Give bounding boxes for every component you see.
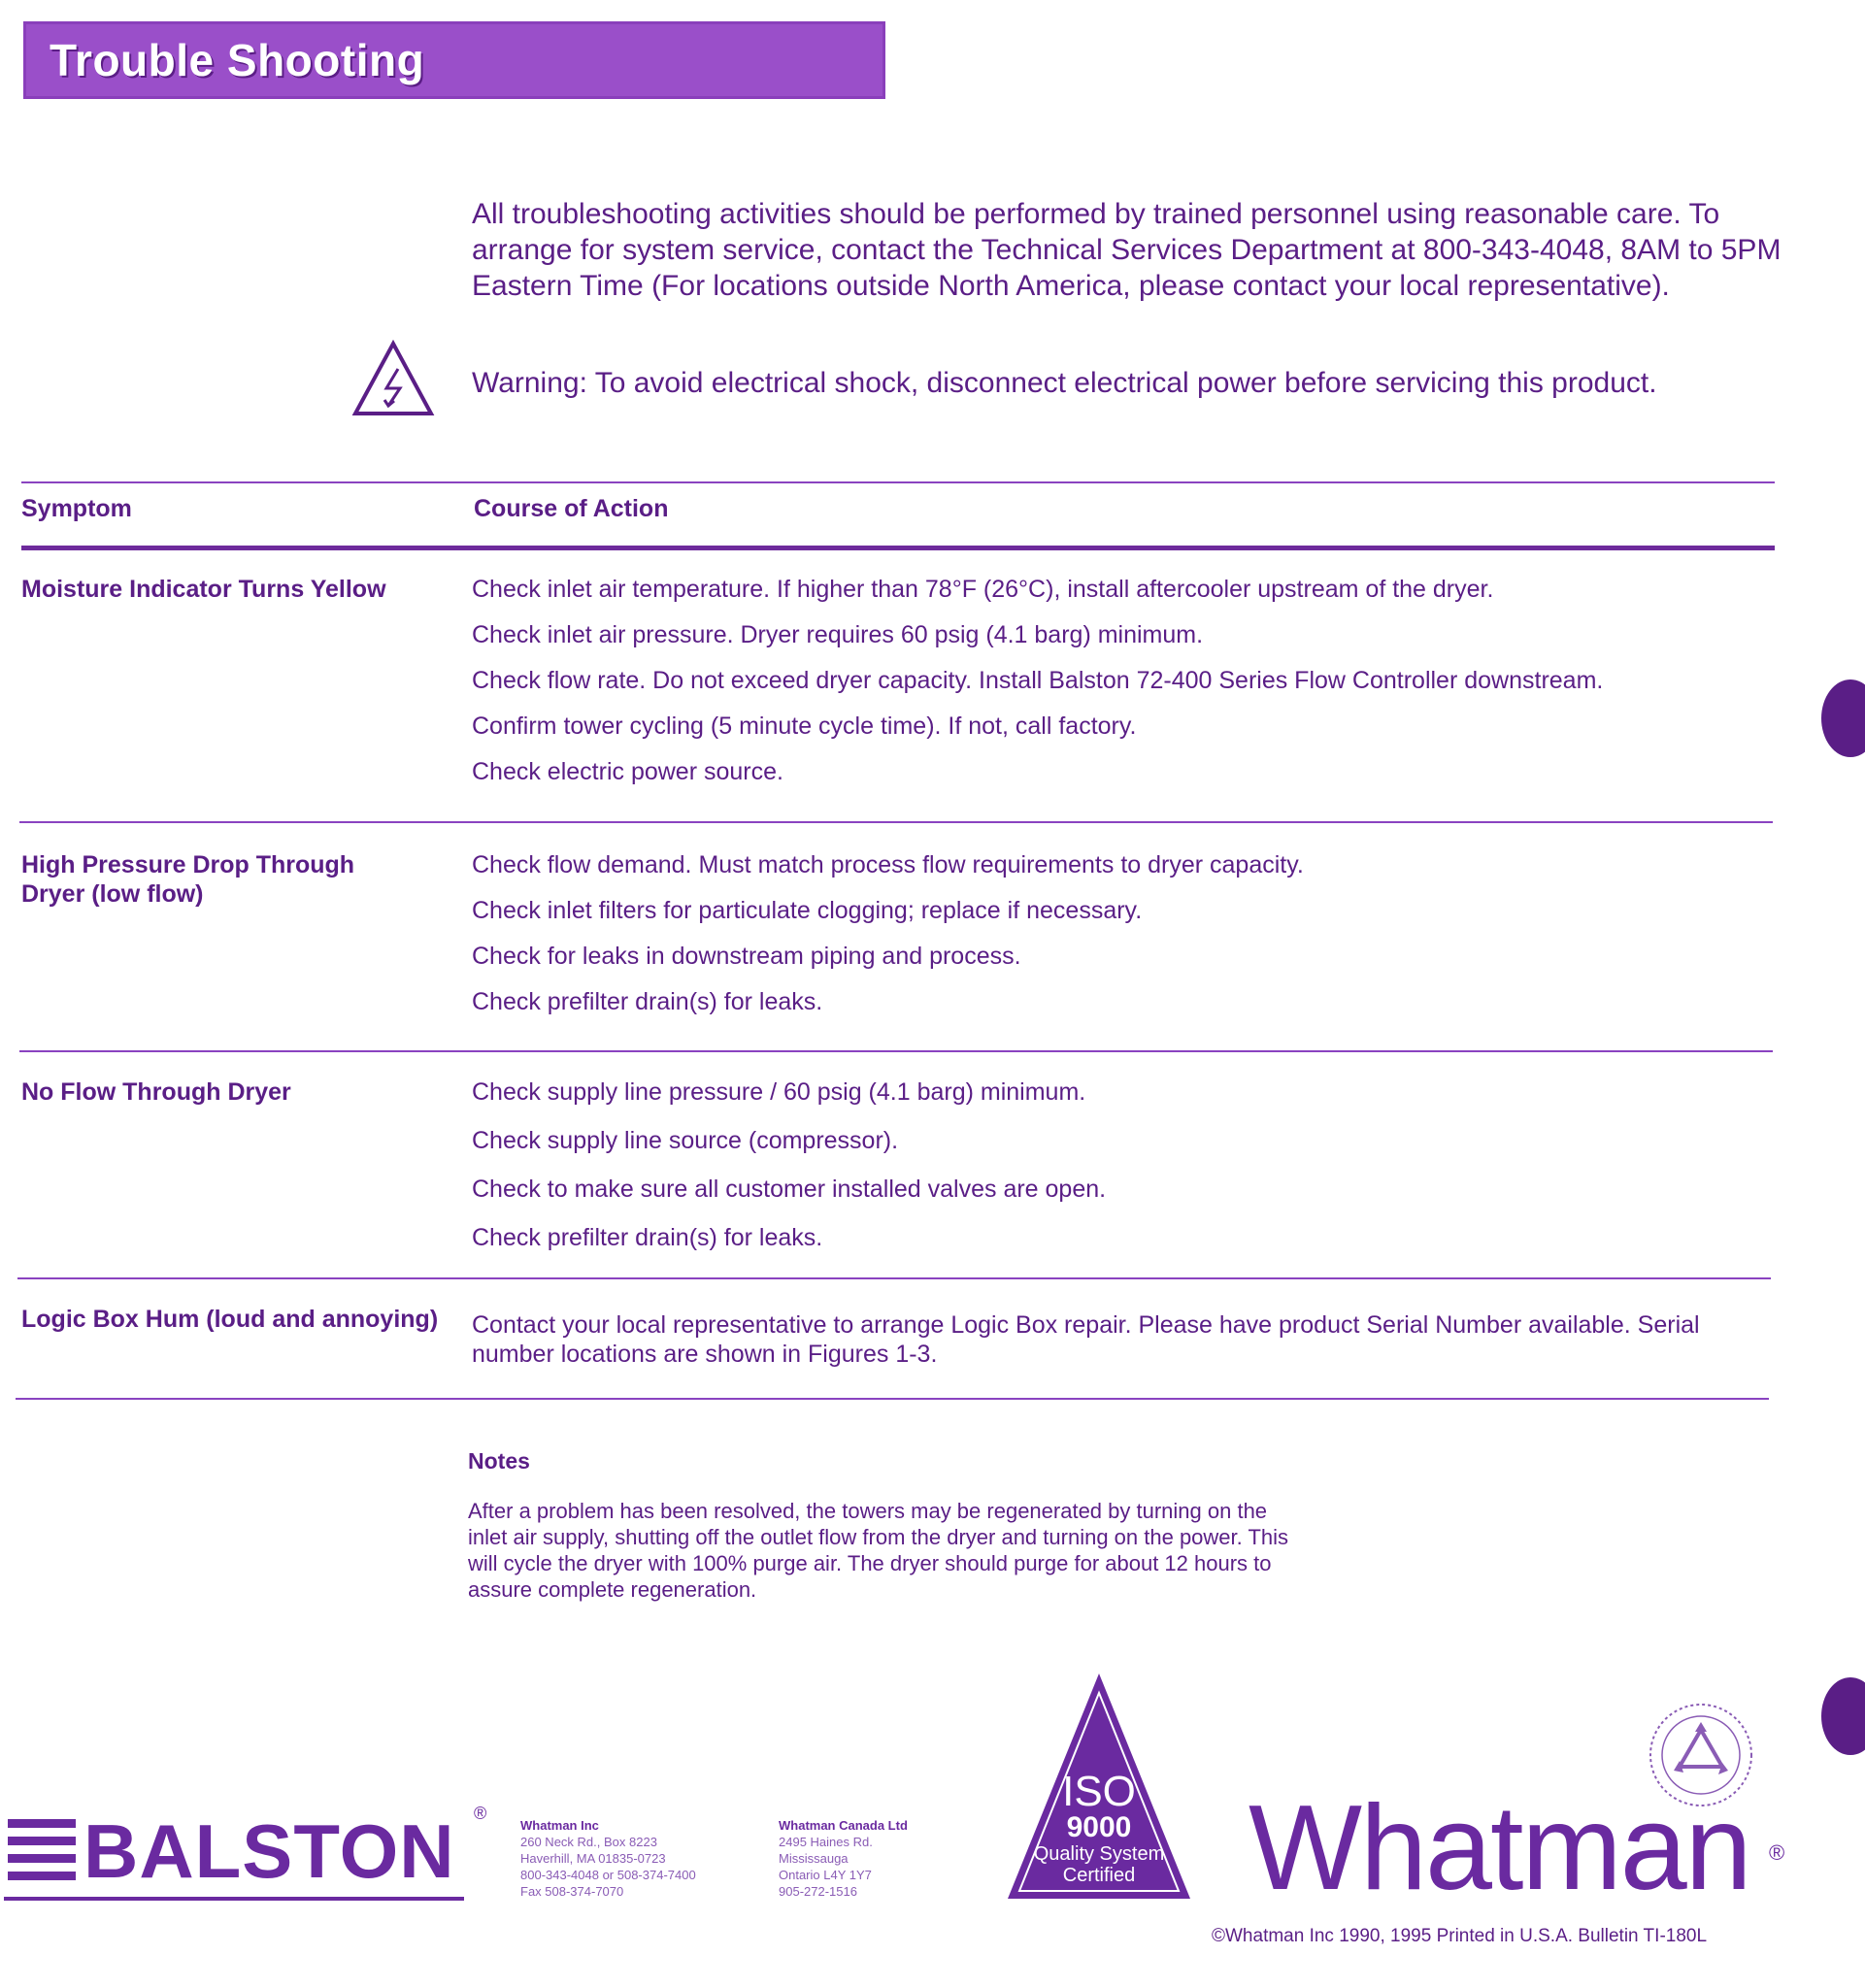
list-item: Check to make sure all customer installed valves are open.	[472, 1176, 1107, 1203]
action-list	[472, 850, 1763, 1033]
list-item: Check supply line source (compressor).	[472, 1127, 899, 1154]
action-list	[472, 575, 1763, 803]
address-line: 905-272-1516	[779, 1884, 857, 1899]
list-item: Check supply line pressure / 60 psig (4.1 barg) minimum.	[472, 1078, 1086, 1106]
row-divider	[19, 1050, 1773, 1052]
address-line: 260 Neck Rd., Box 8223	[520, 1835, 657, 1849]
list-item: Check for leaks in downstream piping and process.	[472, 943, 1021, 970]
symptom-column-header: Symptom	[21, 495, 132, 522]
list-item: Check prefilter drain(s) for leaks.	[472, 1224, 823, 1251]
table-header-rule	[21, 546, 1775, 550]
whatman-logo: Whatman	[1249, 1781, 1750, 1915]
action-column-header: Course of Action	[474, 495, 669, 522]
symptom-label: Moisture Indicator Turns Yellow	[21, 576, 386, 603]
trademark-note	[6, 1932, 9, 1942]
list-item: Contact your local representative to arrange Logic Box repair. Please have product Serial Number available. Serial number locations are shown in Figures 1-3.	[472, 1311, 1700, 1368]
iso-line2: Certified	[1062, 1865, 1136, 1886]
balston-underline	[4, 1897, 464, 1901]
address-us-name: Whatman Inc	[520, 1818, 599, 1833]
binder-hole	[1821, 1677, 1865, 1755]
symptom-label: High Pressure Drop Through Dryer (low flow)	[21, 851, 355, 908]
registered-mark: ®	[1769, 1840, 1785, 1865]
list-item: Check flow demand. Must match process flow requirements to dryer capacity.	[472, 851, 1304, 878]
address-line: Haverhill, MA 01835-0723	[520, 1851, 666, 1866]
iso-top-label: ISO	[1062, 1768, 1136, 1815]
address-line: Ontario L4Y 1Y7	[779, 1868, 872, 1882]
iso-number: 9000	[1066, 1811, 1132, 1843]
address-line: Fax 508-374-7070	[520, 1884, 624, 1899]
copyright-line: ©Whatman Inc 1990, 1995 Printed in U.S.A. Bulletin TI-180L	[1212, 1926, 1708, 1946]
title-banner	[23, 21, 885, 99]
iso-triangle-icon	[1004, 1670, 1194, 1903]
table-top-rule	[21, 481, 1775, 483]
list-item: Check inlet air pressure. Dryer requires 60 psig (4.1 barg) minimum.	[472, 621, 1204, 648]
action-list	[472, 1077, 1763, 1269]
list-item: Check prefilter drain(s) for leaks.	[472, 988, 823, 1015]
electrical-hazard-icon	[351, 340, 435, 417]
address-line: 2495 Haines Rd.	[779, 1835, 873, 1849]
action-list	[472, 1310, 1753, 1385]
list-item: Check inlet air temperature. If higher than 78°F (26°C), install aftercooler upstream of the dryer.	[472, 576, 1494, 603]
address-line: 800-343-4048 or 508-374-7400	[520, 1868, 696, 1882]
row-divider	[17, 1277, 1771, 1279]
symptom-label: No Flow Through Dryer	[21, 1078, 291, 1106]
registered-mark: ®	[474, 1804, 487, 1823]
list-item: Check electric power source.	[472, 758, 783, 785]
address-ca-name: Whatman Canada Ltd	[779, 1818, 908, 1833]
intro-paragraph: All troubleshooting activities should be performed by trained personnel using reasonable care. To arrange for system service, contact the Technical Services Department at 800-343-4048, 8AM to 5PM Eastern Time (For locations outside North America, please contact your local representative).	[472, 198, 1782, 302]
address-canada	[779, 1817, 908, 1900]
balston-logo	[4, 1804, 489, 1899]
list-item: Check flow rate. Do not exceed dryer capacity. Install Balston 72-400 Series Flow Controller downstream.	[472, 667, 1604, 694]
symptom-label: Logic Box Hum (loud and annoying)	[21, 1306, 439, 1333]
notes-body: After a problem has been resolved, the towers may be regenerated by turning on the inlet air supply, shutting off the outlet flow from the dryer and turning on the power. This will cycle the dryer with 100% purge air. The dryer should purge for about 12 hours to assure complete regeneration.	[468, 1499, 1289, 1602]
address-line: Mississauga	[779, 1851, 849, 1866]
list-item: Confirm tower cycling (5 minute cycle time). If not, call factory.	[472, 712, 1137, 740]
page-title: Trouble Shooting	[50, 35, 425, 85]
binder-hole	[1821, 679, 1865, 757]
warning-text: Warning: To avoid electrical shock, disconnect electrical power before servicing this product.	[472, 367, 1657, 399]
row-divider	[19, 821, 1773, 823]
table-bottom-rule	[16, 1398, 1769, 1400]
list-item: Check inlet filters for particulate clogging; replace if necessary.	[472, 897, 1143, 924]
notes-heading: Notes	[468, 1448, 530, 1474]
iso-line1: Quality System	[1033, 1843, 1165, 1865]
balston-wordmark: BALSTON	[83, 1808, 455, 1894]
address-us	[520, 1817, 696, 1900]
